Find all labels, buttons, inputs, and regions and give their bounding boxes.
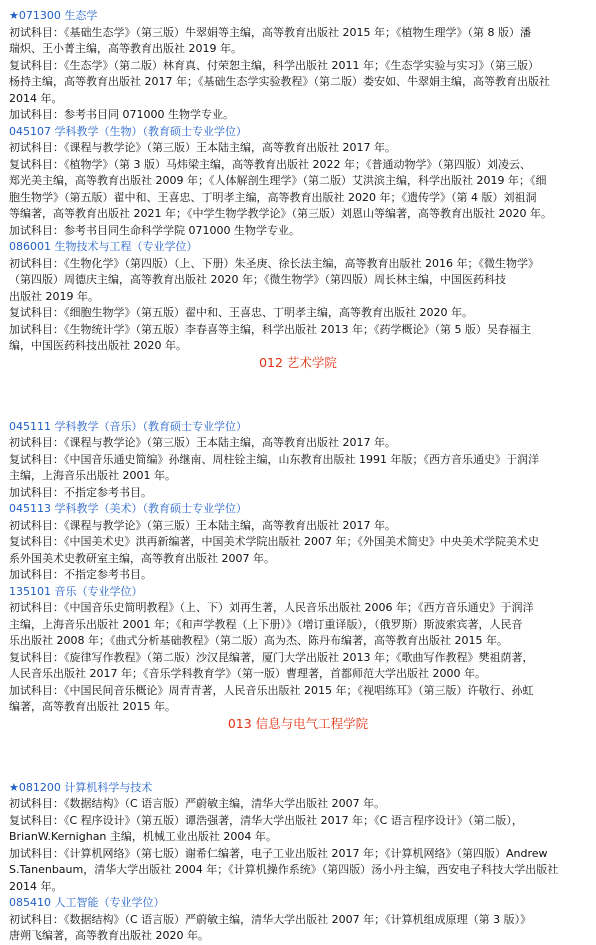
text-line: ★071300 生态学	[9, 9, 98, 22]
text-line: 人民音乐出版社 2017 年；《音乐学科教育学》（第一版）曹理著，首都师范大学出版社 2000 年。	[9, 667, 486, 680]
text-line: 加试科目：参考书目同 071000 生物学专业。	[9, 108, 234, 121]
text-line: 等编著，高等教育出版社 2021 年；《中学生物学教学论》（第三版）刘恩山等编著，高等教育出版社 2020 年。	[9, 207, 552, 220]
major-heading	[9, 124, 587, 141]
text-line: 出版社 2019 年。	[9, 289, 99, 303]
text-line: 胞生物学》（第五版）翟中和、王喜忠、丁明孝主编，高等教育出版社 2020 年；《遗传学》（第 4 版）刘祖洞	[9, 190, 537, 204]
requirements-paragraph	[9, 600, 587, 716]
text-line: 085410 人工智能（专业学位）	[9, 896, 165, 909]
text-line: 加试科目：参考书目同生命科学学院 071000 生物学专业。	[9, 223, 300, 237]
text-line: 加试科目：不指定参考书目。	[9, 568, 152, 581]
requirements-paragraph	[9, 796, 587, 895]
text-line: 045107 学科教学（生物）（教育硕士专业学位）	[9, 124, 247, 138]
text-line: ★081200 计算机科学与技术	[9, 780, 153, 794]
text-line: 主编，上海音乐出版社 2001 年。	[9, 469, 176, 482]
text-line: 编，中国医药科技出版社 2020 年。	[9, 339, 187, 352]
requirements-paragraph	[9, 435, 587, 501]
text-line: 唐朔飞编著，高等教育出版社 2020 年。	[9, 929, 209, 942]
text-line: 编著，高等教育出版社 2015 年。	[9, 700, 176, 713]
text-line: 2014 年。	[9, 879, 63, 893]
document-page	[9, 8, 587, 945]
text-line: 045113 学科教学（美术）（教育硕士专业学位）	[9, 502, 247, 515]
text-line: 2014 年。	[9, 91, 63, 105]
text-line: 复试科目：《生态学》（第二版）林育真、付荣恕主编，科学出版社 2011 年；《生态学实验与实习》（第三版）	[9, 58, 539, 72]
text-line: 初试科目：《数据结构》（C 语言版）严蔚敏主编，清华大学出版社 2007 年；《计算机组成原理（第 3 版）》	[9, 912, 532, 926]
text-line: 复试科目：《中国音乐通史简编》孙继南、周柱铨主编，山东教育出版社 1991 年版；《西方音乐通史》于润洋	[9, 452, 539, 466]
requirements-paragraph	[9, 256, 587, 355]
major-heading	[9, 419, 587, 436]
text-line: 郑光美主编，高等教育出版社 2009 年；《人体解剖生理学》（第二版）艾洪滨主编，科学出版社 2019 年；《细	[9, 174, 547, 187]
text-line: 013 信息与电气工程学院	[227, 715, 369, 731]
text-line: 瑞炽、王小菁主编，高等教育出版社 2019 年。	[9, 42, 242, 55]
text-line: 加试科目：不指定参考书目。	[9, 485, 152, 499]
major-heading	[9, 895, 587, 912]
text-line: 135101 音乐（专业学位）	[9, 584, 143, 598]
major-heading	[9, 780, 587, 797]
text-line: BrianW.Kernighan 主编，机械工业出版社 2004 年。	[9, 830, 277, 843]
requirements-paragraph	[9, 140, 587, 239]
major-heading	[9, 501, 587, 518]
text-line: 复试科目：《C 程序设计》（第五版）谭浩强著，清华大学出版社 2017 年；《C 语言程序设计》（第二版），	[9, 813, 523, 827]
text-line: 086001 生物技术与工程（专业学位）	[9, 240, 198, 253]
text-line: 复试科目：《中国美术史》洪再新编著，中国美术学院出版社 2007 年；《外国美术简史》中央美术学院美术史	[9, 535, 539, 548]
text-line: 复试科目：《细胞生物学》（第五版）翟中和、王喜忠、丁明孝主编，高等教育出版社 2020 年。	[9, 306, 473, 319]
text-line: 初试科目：《中国音乐史简明教程》（上、下）刘再生著，人民音乐出版社 2006 年；《西方音乐通史》于润洋	[9, 601, 534, 614]
text-line: 初试科目：《课程与教学论》（第三版）王本陆主编，高等教育出版社 2017 年。	[9, 518, 396, 532]
text-line: 复试科目：《植物学》（第 3 版）马炜梁主编，高等教育出版社 2022 年；《普通动物学》（第四版）刘凌云、	[9, 157, 531, 171]
text-line: 初试科目：《基础生态学》（第三版）牛翠娟等主编，高等教育出版社 2015 年；《植物生理学》（第 8 版）潘	[9, 25, 531, 39]
text-line: 复试科目：《旋律写作教程》（第二版）沙汉昆编著，厦门大学出版社 2013 年；《歌曲写作教程》樊祖荫著，	[9, 650, 534, 664]
requirements-paragraph	[9, 518, 587, 584]
text-line: 加试科目：《生物统计学》（第五版）李春喜等主编，科学出版社 2013 年；《药学概论》（第 5 版）吴春福主	[9, 322, 531, 336]
text-line: 045111 学科教学（音乐）（教育硕士专业学位）	[9, 419, 247, 433]
text-line: 初试科目：《数据结构》（C 语言版）严蔚敏主编，清华大学出版社 2007 年。	[9, 797, 386, 810]
text-line: 初试科目：《生物化学》（第四版）（上、下册）朱圣庚、徐长法主编，高等教育出版社 2016 年；《微生物学》	[9, 256, 539, 270]
major-heading	[9, 239, 587, 256]
text-line: S.Tanenbaum，清华大学出版社 2004 年；《计算机操作系统》（第四版）汤小丹主编，西安电子科技大学出版社	[9, 863, 559, 876]
text-line: 杨持主编，高等教育出版社 2017 年；《基础生态学实验教程》（第二版）娄安如、牛翠娟主编，高等教育出版社	[9, 75, 550, 88]
text-line: 系外国美术史教研室主编，高等教育出版社 2007 年。	[9, 551, 275, 565]
text-line: 乐出版社 2008 年；《曲式分析基础教程》（第二版）高为杰、陈丹布编著，高等教育出版社 2015 年。	[9, 634, 508, 647]
requirements-paragraph	[9, 25, 587, 124]
major-heading	[9, 584, 587, 601]
text-line: 初试科目：《课程与教学论》（第三版）王本陆主编，高等教育出版社 2017 年。	[9, 141, 396, 154]
major-heading	[9, 8, 587, 25]
text-line: （第四版）周德庆主编，高等教育出版社 2020 年；《微生物学》（第四版）周长林主编，中国医药科技	[9, 273, 506, 286]
text-line: 主编，上海音乐出版社 2001 年；《和声学教程（上下册）》（增订重译版），（俄罗斯）斯波索宾著，人民音	[9, 617, 523, 631]
text-line: 012 艺术学院	[259, 354, 337, 370]
text-line: 初试科目：《课程与教学论》（第三版）王本陆主编，高等教育出版社 2017 年。	[9, 436, 396, 449]
college-heading	[9, 355, 587, 419]
text-line: 加试科目：《中国民间音乐概论》周青青著，人民音乐出版社 2015 年；《视唱练耳》（第三版）许敬行、孙虹	[9, 683, 534, 697]
requirements-paragraph	[9, 912, 587, 945]
college-heading	[9, 716, 587, 780]
text-line: 加试科目：《计算机网络》（第七版）谢希仁编著，电子工业出版社 2017 年；《计算机网络》（第四版）Andrew	[9, 846, 548, 860]
